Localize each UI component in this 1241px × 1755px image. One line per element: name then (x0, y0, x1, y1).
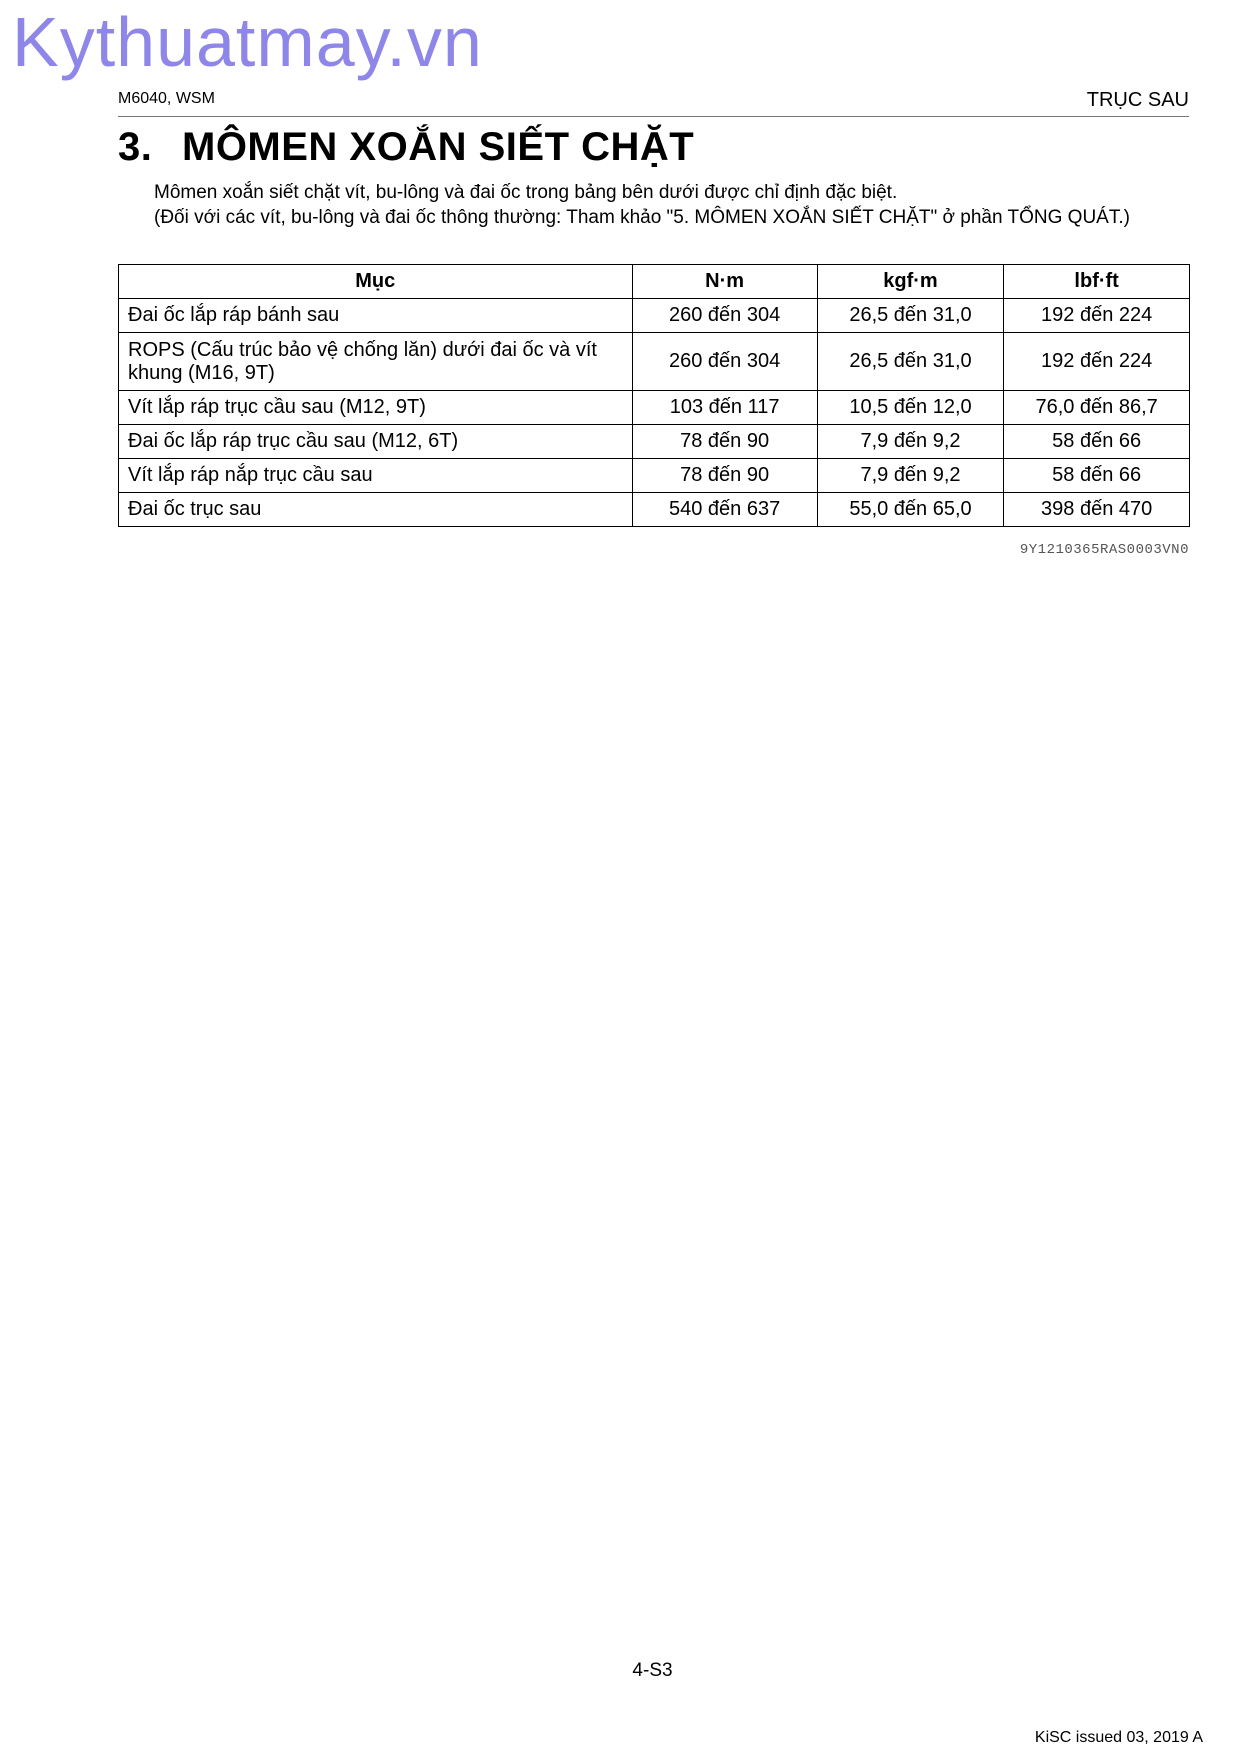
cell-kgfm: 7,9 đến 9,2 (817, 459, 1004, 493)
cell-lbfft: 58 đến 66 (1004, 425, 1190, 459)
torque-table (118, 264, 1190, 527)
header-model: M6040, WSM (118, 90, 215, 107)
cell-nm: 103 đến 117 (632, 391, 817, 425)
cell-lbfft: 192 đến 224 (1004, 333, 1190, 391)
header-kgfm: kgf·m (817, 265, 1004, 299)
intro-text (118, 180, 1189, 230)
section-number: 3. (118, 125, 153, 169)
cell-nm: 78 đến 90 (632, 459, 817, 493)
cell-lbfft: 398 đến 470 (1004, 493, 1190, 527)
header-section-name: TRỤC SAU (1086, 89, 1189, 111)
section-heading (118, 125, 694, 170)
cell-kgfm: 7,9 đến 9,2 (817, 425, 1004, 459)
header-nm: N·m (632, 265, 817, 299)
cell-lbfft: 192 đến 224 (1004, 299, 1190, 333)
table-row (119, 333, 1190, 391)
header-lbfft: lbf·ft (1004, 265, 1190, 299)
cell-nm: 540 đến 637 (632, 493, 817, 527)
table-row (119, 459, 1190, 493)
cell-item: Vít lắp ráp trục cầu sau (M12, 9T) (119, 391, 633, 425)
page-number: 4-S3 (632, 1660, 673, 1681)
table-row (119, 493, 1190, 527)
cell-lbfft: 76,0 đến 86,7 (1004, 391, 1190, 425)
cell-item: Đai ốc trục sau (119, 493, 633, 527)
cell-item: Vít lắp ráp nắp trục cầu sau (119, 459, 633, 493)
cell-kgfm: 55,0 đến 65,0 (817, 493, 1004, 527)
header-divider (118, 116, 1189, 117)
cell-nm: 78 đến 90 (632, 425, 817, 459)
table-row (119, 299, 1190, 333)
table-row (119, 391, 1190, 425)
watermark-logo: Kythuatmay.vn (12, 3, 483, 81)
document-code: 9Y1210365RAS0003VN0 (1019, 542, 1189, 558)
cell-kgfm: 10,5 đến 12,0 (817, 391, 1004, 425)
cell-item: Đai ốc lắp ráp trục cầu sau (M12, 6T) (119, 425, 633, 459)
intro-line-1: Mômen xoắn siết chặt vít, bu-lông và đai ốc trong bảng bên dưới được chỉ định đặc biệt. (154, 182, 898, 203)
intro-line-2: (Đối với các vít, bu-lông và đai ốc thông thường: Tham khảo "5. MÔMEN XOẮN SIẾT CHẶT" ở phần TỔNG QUÁT.) (154, 207, 1130, 228)
section-title: MÔMEN XOẮN SIẾT CHẶT (182, 125, 695, 169)
cell-nm: 260 đến 304 (632, 299, 817, 333)
cell-kgfm: 26,5 đến 31,0 (817, 333, 1004, 391)
issue-info: KiSC issued 03, 2019 A (1034, 1729, 1203, 1746)
cell-item: ROPS (Cấu trúc bảo vệ chống lăn) dưới đai ốc và vít khung (M16, 9T) (119, 333, 633, 391)
header-item: Mục (119, 265, 633, 299)
cell-kgfm: 26,5 đến 31,0 (817, 299, 1004, 333)
cell-item: Đai ốc lắp ráp bánh sau (119, 299, 633, 333)
cell-lbfft: 58 đến 66 (1004, 459, 1190, 493)
cell-nm: 260 đến 304 (632, 333, 817, 391)
table-row (119, 425, 1190, 459)
table-header-row (119, 265, 1190, 299)
